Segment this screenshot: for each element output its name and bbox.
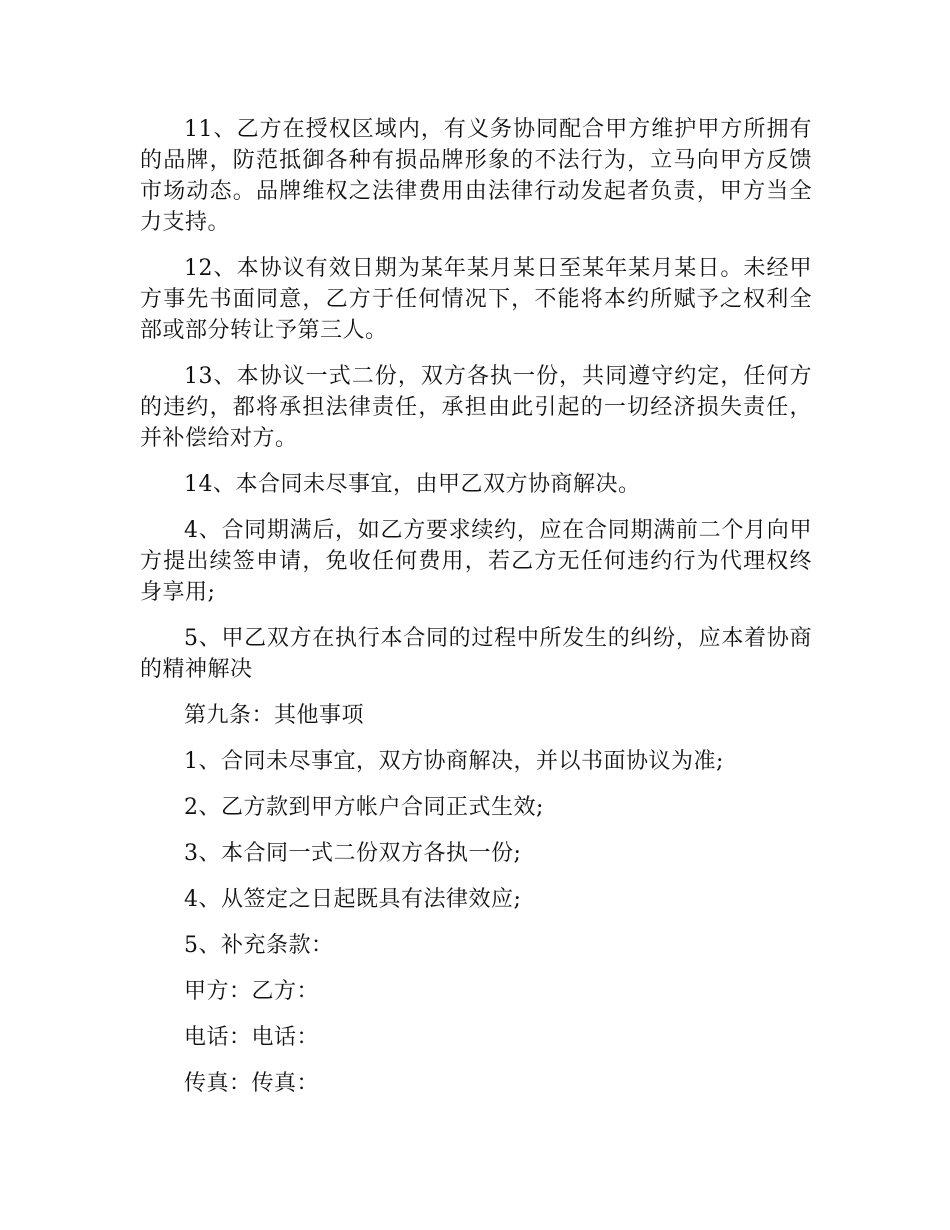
clause-13: 13、本协议一式二份，双方各执一份，共同遵守约定，任何方的违约，都将承担法律责任，承担由此引起的一切经济损失责任，并补偿给对方。 [140, 364, 812, 451]
other-item-1: 1、合同未尽事宜，双方协商解决，并以书面协议为准; [184, 749, 724, 774]
clause-disputes: 5、甲乙双方在执行本合同的过程中所发生的纠纷，应本着协商的精神解决 [140, 626, 812, 682]
other-item-3: 3、本合同一式二份双方各执一份; [184, 841, 522, 866]
other-item-2: 2、乙方款到甲方帐户合同正式生效; [184, 795, 544, 820]
document-page [140, 114, 812, 1114]
clause-renewal: 4、合同期满后，如乙方要求续约，应在合同期满前二个月向甲方提出续签申请，免收任何费用，若乙方无任何违约行为代理权终身享用; [140, 518, 812, 605]
clause-11: 11、乙方在授权区域内，有义务协同配合甲方维护甲方所拥有的品牌，防范抵御各种有损品牌形象的不法行为，立马向甲方反馈市场动态。品牌维权之法律费用由法律行动发起者负责，甲方当全力支持。 [140, 117, 812, 235]
signature-fax-line: 传真：传真： [184, 1071, 320, 1096]
clause-14: 14、本合同未尽事宜，由甲乙双方协商解决。 [184, 472, 641, 497]
section-title: 第九条：其他事项 [184, 703, 365, 728]
other-item-5: 5、补充条款： [184, 933, 334, 958]
signature-party-line: 甲方：乙方： [184, 979, 320, 1004]
other-item-4: 4、从签定之日起既具有法律效应; [184, 887, 522, 912]
clause-12: 12、本协议有效日期为某年某月某日至某年某月某日。未经甲方事先书面同意，乙方于任何情况下，不能将本约所赋予之权利全部或部分转让予第三人。 [140, 256, 812, 343]
signature-phone-line: 电话：电话： [184, 1025, 320, 1050]
